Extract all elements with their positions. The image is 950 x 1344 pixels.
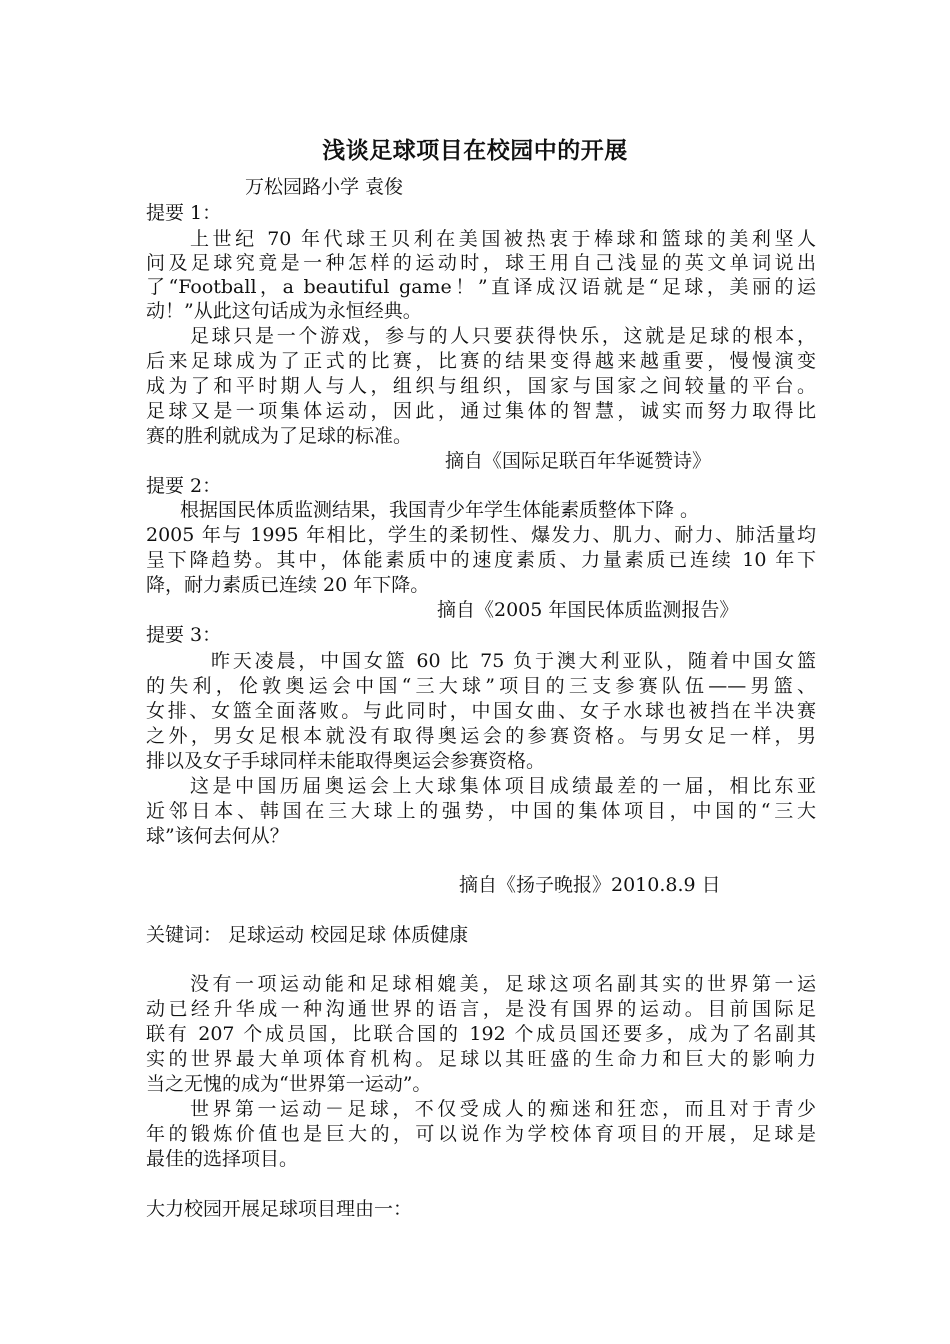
abstract2-line: 呈下降趋势。其中，体能素质中的速度素质、力量素质已连续 10 年下 — [146, 549, 816, 571]
abstract1-line: 后来足球成为了正式的比赛，比赛的结果变得越来越重要，慢慢演变 — [146, 350, 816, 372]
body-line: 实的世界最大单项体育机构。足球以其旺盛的生命力和巨大的影响力 — [146, 1048, 816, 1070]
abstract2-source: 摘自《2005 年国民体质监测报告》 — [437, 599, 739, 621]
abstract1-line: 足球又是一项集体运动，因此，通过集体的智慧，诚实而努力取得比 — [146, 400, 816, 422]
abstract3-line: 的失利，伦敦奥运会中国“三大球”项目的三支参赛队伍——男篮、 — [146, 675, 816, 697]
body-line: 年的锻炼价值也是巨大的，可以说作为学校体育项目的开展，足球是 — [146, 1123, 816, 1145]
body-line: 动已经升华成一种沟通世界的语言，是没有国界的运动。目前国际足 — [146, 998, 816, 1020]
body-line: 当之无愧的成为“世界第一运动”。 — [146, 1073, 432, 1095]
abstract3-line: 排以及女子手球同样未能取得奥运会参赛资格。 — [146, 750, 546, 772]
abstract3-line: 球”该何去何从？ — [146, 825, 289, 847]
reason-heading: 大力校园开展足球项目理由一： — [146, 1198, 413, 1220]
abstract3-line: 近邻日本、韩国在三大球上的强势，中国的集体项目，中国的“三大 — [146, 800, 816, 822]
abstract3-line: 这是中国历届奥运会上大球集体项目成绩最差的一届，相比东亚 — [190, 775, 816, 797]
abstract3-line: 昨天凌晨，中国女篮 60 比 75 负于澳大利亚队，随着中国女篮 — [211, 650, 816, 672]
document-title: 浅谈足球项目在校园中的开展 — [322, 138, 628, 164]
abstract3-line: 之外，男女足根本就没有取得奥运会的参赛资格。与男女足一样，男 — [146, 725, 816, 747]
abstract1-line: 成为了和平时期人与人，组织与组织，国家与国家之间较量的平台。 — [146, 375, 816, 397]
body-line: 最佳的选择项目。 — [146, 1148, 299, 1170]
abstract2-line: 2005 年与 1995 年相比，学生的柔韧性、爆发力、肌力、耐力、肺活量均 — [146, 524, 816, 546]
keywords-line: 关键词： 足球运动 校园足球 体质健康 — [146, 924, 469, 946]
abstract1-heading: 提要 1： — [146, 202, 222, 224]
abstract1-line: 动！”从此这句话成为永恒经典。 — [146, 300, 422, 322]
body-line: 没有一项运动能和足球相媲美，足球这项名副其实的世界第一运 — [190, 973, 816, 995]
abstract2-heading: 提要 2： — [146, 475, 222, 497]
abstract1-line: 了“Football，a beautiful game！”直译成汉语就是“足球，美丽的运 — [146, 276, 816, 298]
abstract1-line: 问及足球究竟是一种怎样的运动时，球王用自己浅显的英文单词说出 — [146, 252, 816, 274]
body-line: 世界第一运动－足球，不仅受成人的痴迷和狂恋，而且对于青少 — [190, 1098, 816, 1120]
abstract1-source: 摘自《国际足联百年华诞赞诗》 — [445, 450, 712, 472]
abstract3-source: 摘自《扬子晚报》2010.8.9 日 — [459, 874, 721, 896]
abstract3-heading: 提要 3： — [146, 624, 222, 646]
body-line: 联有 207 个成员国，比联合国的 192 个成员国还要多，成为了名副其 — [146, 1023, 816, 1045]
author-line: 万松园路小学 袁俊 — [245, 176, 404, 198]
abstract2-line: 降，耐力素质已连续 20 年下降。 — [146, 574, 430, 596]
abstract1-line: 上世纪 70 年代球王贝利在美国被热衷于棒球和篮球的美利坚人 — [190, 228, 816, 250]
abstract1-line: 足球只是一个游戏，参与的人只要获得快乐，这就是足球的根本， — [190, 325, 816, 347]
abstract1-line: 赛的胜利就成为了足球的标准。 — [146, 425, 413, 447]
abstract2-line: 根据国民体质监测结果，我国青少年学生体能素质整体下降 。 — [180, 499, 700, 521]
abstract3-line: 女排、女篮全面落败。与此同时，中国女曲、女子水球也被挡在半决赛 — [146, 700, 816, 722]
